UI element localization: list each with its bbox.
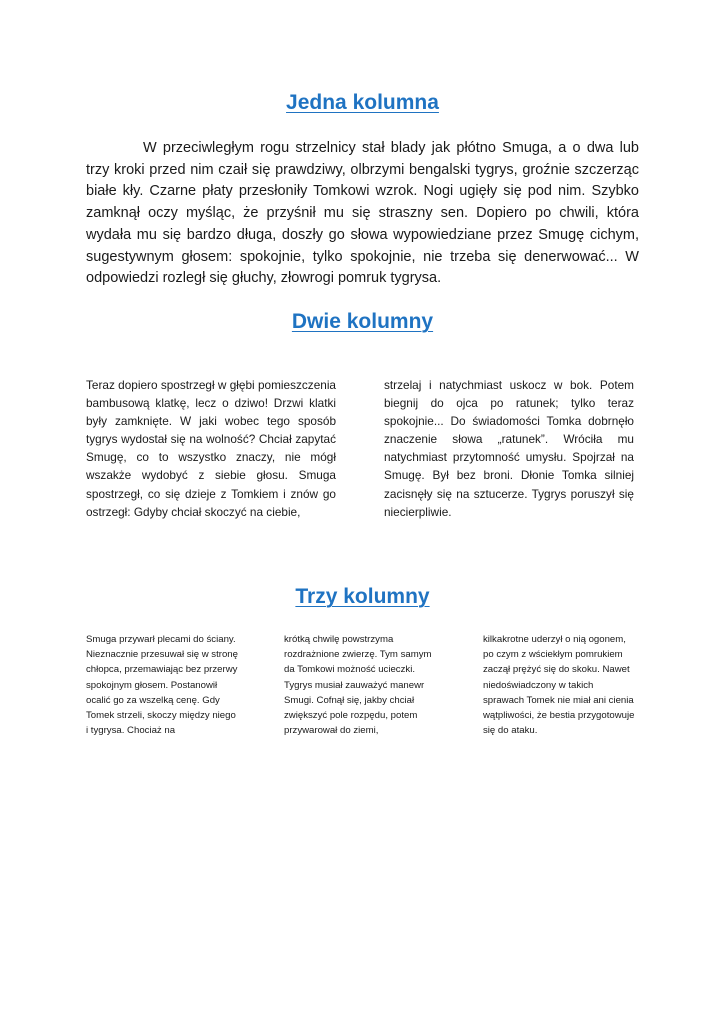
two-column-right: strzelaj i natychmiast uskocz w bok. Potem biegnij do ojca po ratunek; tylko teraz spokojnie... Do świadomości Tomka dobrnęło znaczenie słowa „ratunek”. Wróciła mu natychmiast przytomność umysłu. Spojrzał na Smugę. Był bez broni. Dłonie Tomka silniej zacisnęły się na sztucerze. Tygrys poruszył się niecierpliwie.	[384, 378, 634, 519]
heading-two-columns: Dwie kolumny	[291, 310, 434, 333]
three-column-right: kilkakrotne uderzył o nią ogonem, po czym z wściekłym pomrukiem zaczął prężyć się do skoku. Nawet niedoświadczony w takich sprawach Tomek nie miał ani cienia wątpliwości, że bestia przygotowuje się do ataku.	[483, 634, 635, 737]
three-column-middle: krótką chwilę powstrzyma rozdrażnione zwierzę. Tym samym da Tomkowi możność ucieczki. Tygrys musiał zauważyć manewr Smugi. Cofnął się, jakby chciał zwiększyć pole rozpędu, potem przywarował do ziemi,	[284, 634, 432, 737]
heading-one-column: Jedna kolumna	[286, 91, 439, 114]
three-column-left: Smuga przywarł plecami do ściany. Nieznacznie przesuwał się w stronę chłopca, przemawiając bez przerwy spokojnym głosem. Postanowił ocalić go za wszelką cenę. Gdy Tomek strzeli, skoczy między niego i tygrysa. Chociaż na	[86, 634, 238, 737]
one-column-paragraph: W przeciwległym rogu strzelnicy stał blady jak płótno Smuga, a o dwa lub trzy kroki przed nim czaił się prawdziwy, olbrzymi bengalski tygrys, groźnie szczerząc białe kły. Czarne płaty przesłoniły Tomkowi wzrok. Nogi ugięły się pod nim. Szybko zamknął oczy myśląc, że przyśnił mu się straszny sen. Dopiero po chwili, która wydała mu się bardzo długa, doszły go słowa wypowiedziane przez Smugę cichym, sugestywnym głosem: spokojnie, tylko spokojnie, nie trzeba się denerwować... W odpowiedzi rozległ się głuchy, złowrogi pomruk tygrysa.	[86, 140, 639, 287]
two-column-left: Teraz dopiero spostrzegł w głębi pomieszczenia bambusową klatkę, lecz o dziwo! Drzwi klatki były zamknięte. W jaki wobec tego sposób tygrys wydostał się na wolność? Chciał zapytać Smugę, co to wszystko znaczy, nie mógł wszakże wydobyć z siebie głosu. Smuga spostrzegł, co się dzieje z Tomkiem i znów go ostrzegł: Gdyby chciał skoczyć na ciebie,	[86, 378, 336, 519]
heading-three-columns: Trzy kolumny	[295, 585, 430, 608]
